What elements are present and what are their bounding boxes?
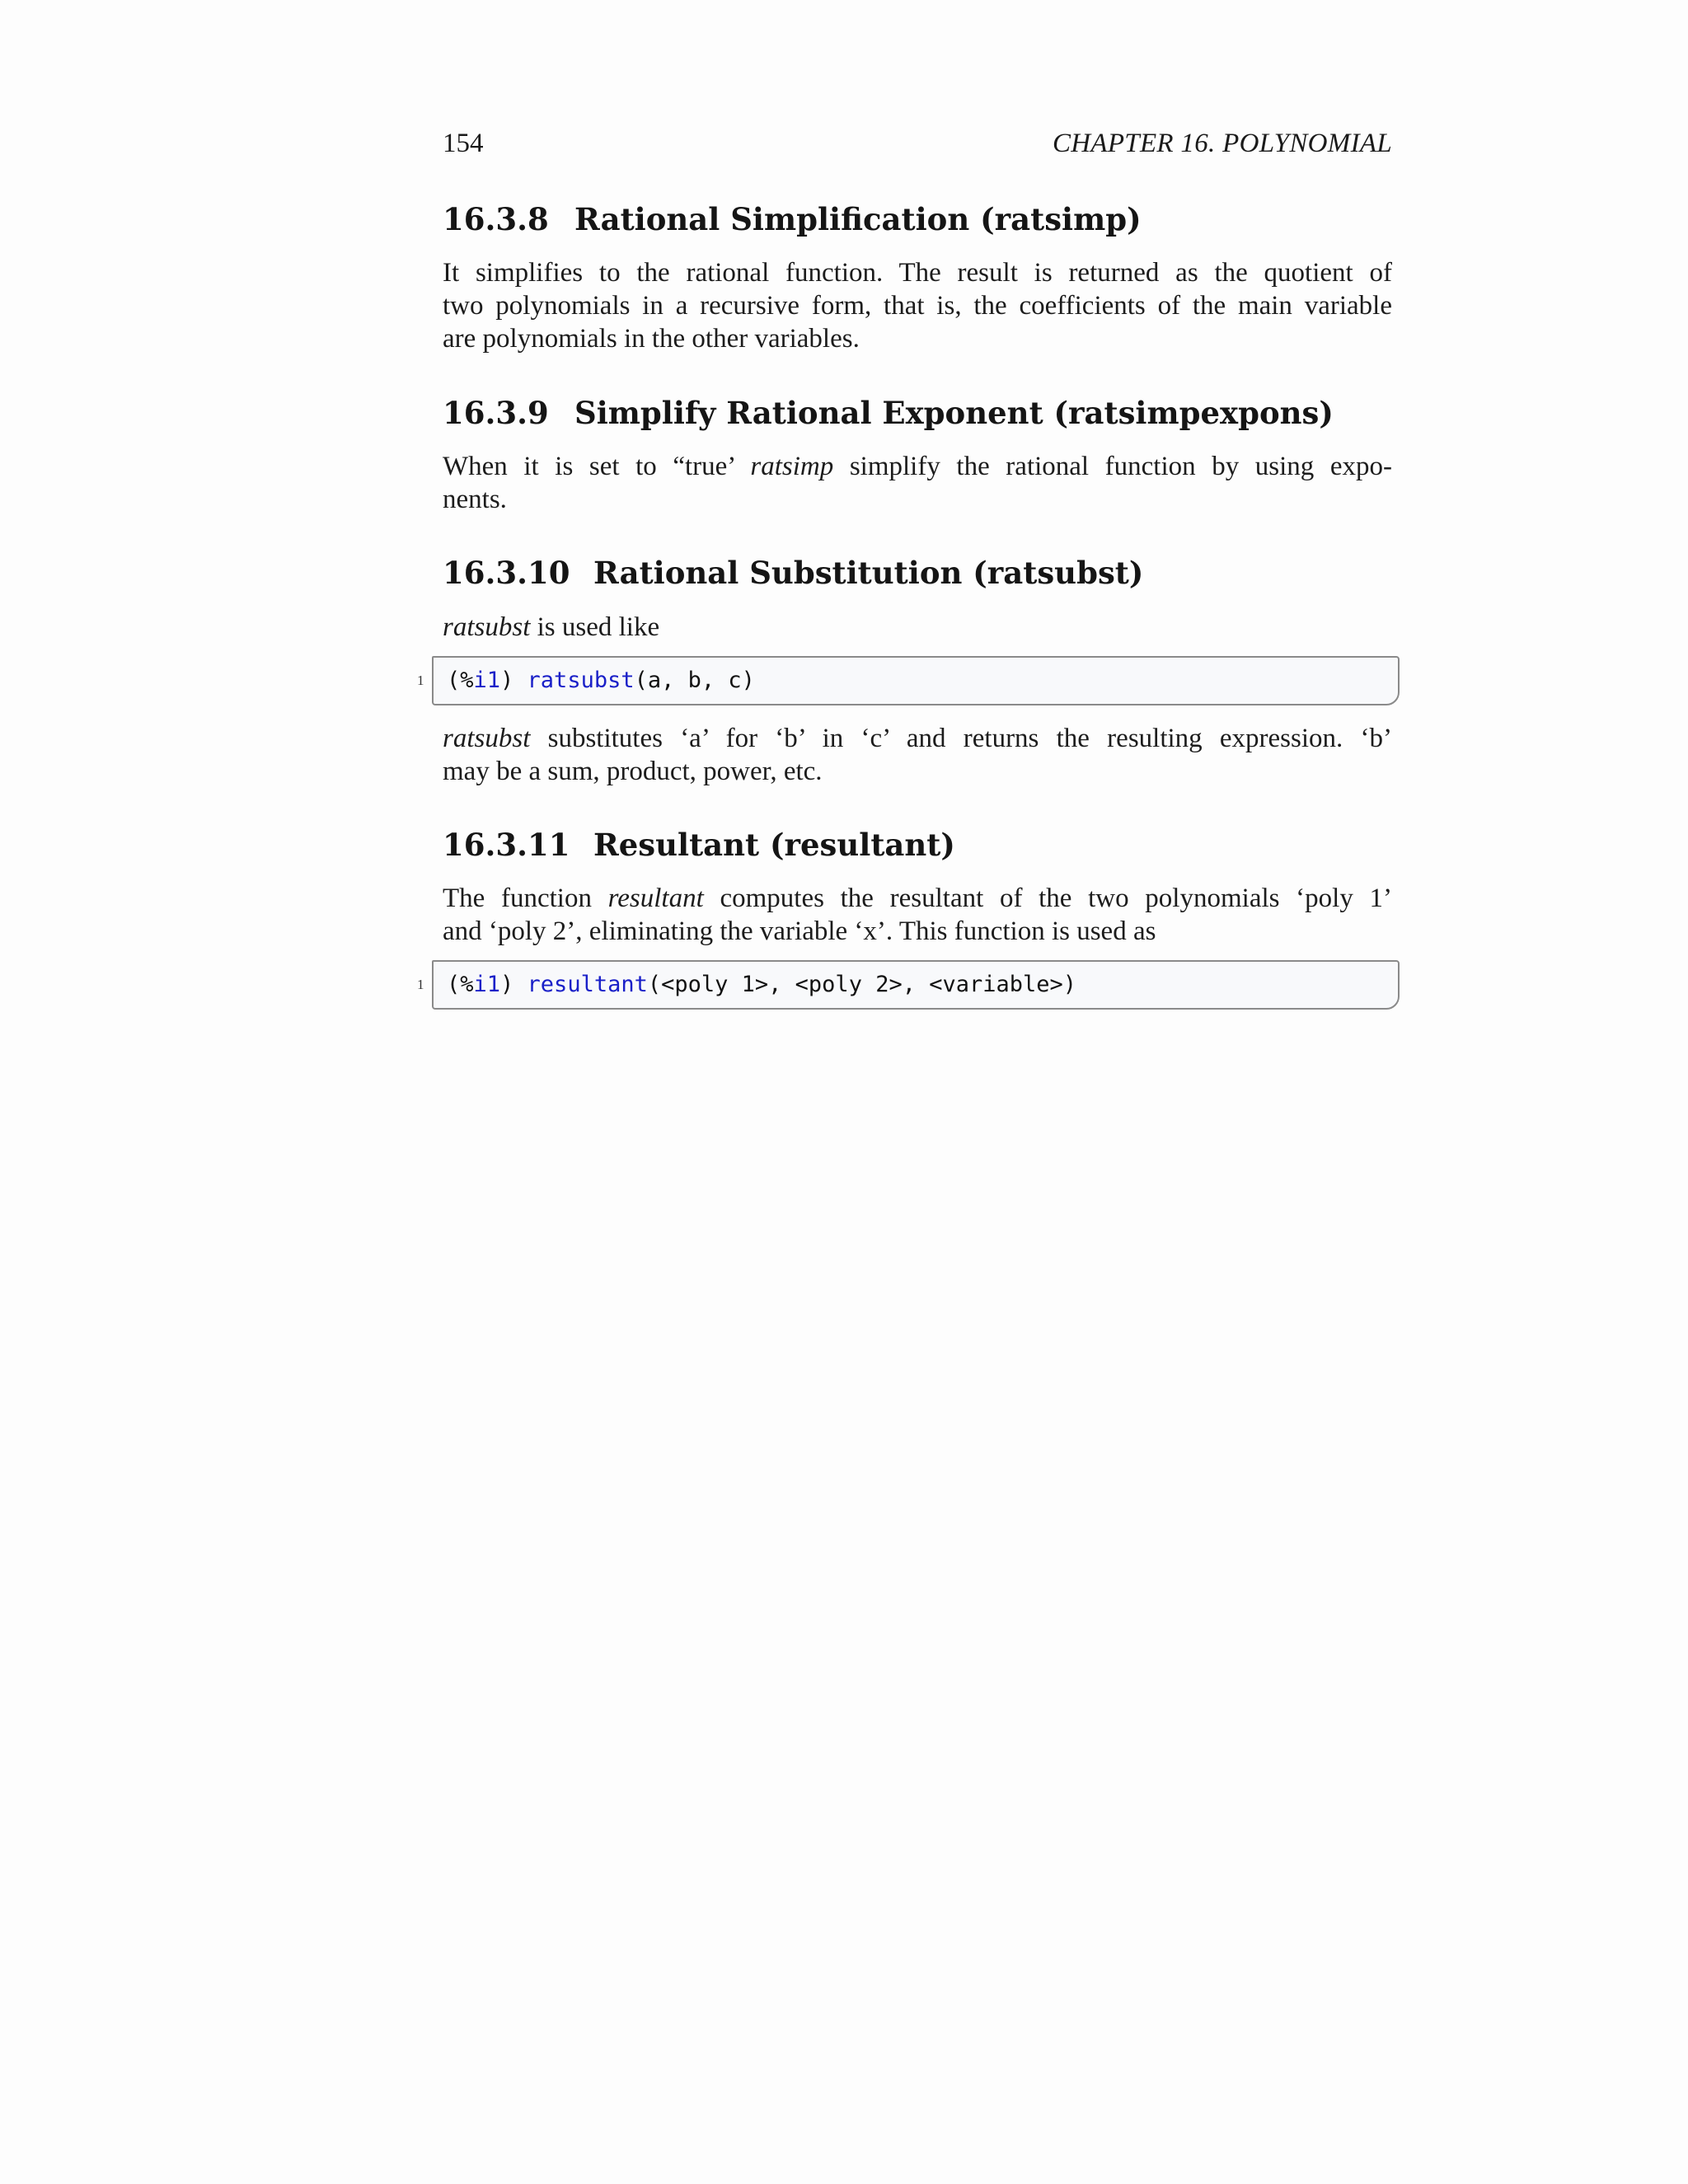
text-span: is used like: [530, 612, 660, 642]
section-title: Rational Substitution (ratsubst): [593, 555, 1144, 591]
function-args: (<poly 1>, <poly 2>, <variable>): [647, 972, 1077, 997]
code-line: [447, 972, 1076, 997]
prompt-open: (%: [447, 668, 474, 693]
running-head: CHAPTER 16. POLYNOMIAL: [1052, 129, 1392, 158]
text-line: two polynomials in a recursive form, that is, the coefficients of the main variable: [443, 291, 1392, 321]
page-number: 154: [443, 129, 484, 158]
code-line-number: 1: [417, 977, 424, 992]
page-header: [443, 124, 1392, 165]
section-heading-ratsubst: [443, 555, 1143, 591]
text-span: simplify the rational function by using expo-: [833, 452, 1392, 481]
prompt-open: (%: [447, 972, 474, 997]
text-line: [443, 882, 1392, 915]
function-args: (a, b, c): [634, 668, 755, 693]
paragraph-resultant: [443, 882, 1392, 948]
italic-term: ratsubst: [443, 724, 531, 753]
section-heading-resultant: [443, 827, 955, 863]
section-title: Simplify Rational Exponent (ratsimpexpons): [574, 395, 1334, 431]
prompt-label: i1: [473, 972, 501, 997]
text-line: and ‘poly 2’, eliminating the variable ‘x’. This function is used as: [443, 916, 1156, 946]
text-line: It simplifies to the rational function. The result is returned as the quotient of: [443, 258, 1392, 288]
section-number: 16.3.8: [443, 201, 549, 237]
prompt-label: i1: [473, 668, 501, 693]
section-heading-ratsimpexpons: [443, 395, 1334, 431]
paragraph-ratsubst-intro: [443, 611, 1392, 644]
section-number: 16.3.11: [443, 827, 570, 863]
paragraph-ratsimp: [443, 256, 1392, 355]
section-number: 16.3.9: [443, 395, 549, 431]
text-line: [443, 611, 1392, 644]
section-number: 16.3.10: [443, 555, 570, 591]
italic-term: ratsimp: [750, 452, 834, 481]
text-span: When it is set to “true’: [443, 452, 751, 481]
paragraph-ratsubst-description: [443, 722, 1392, 788]
function-name: resultant: [527, 972, 648, 997]
italic-term: resultant: [607, 883, 704, 913]
text-span: substitutes ‘a’ for ‘b’ in ‘c’ and returns the resulting expression. ‘b’: [530, 724, 1392, 753]
text-line: [443, 450, 1392, 483]
paragraph-ratsimpexpons: [443, 450, 1392, 516]
code-block-ratsubst: [432, 656, 1400, 705]
text-span: computes the resultant of the two polynomials ‘poly 1’: [703, 883, 1392, 913]
text-span: The function: [443, 883, 608, 913]
section-heading-ratsimp: [443, 201, 1142, 237]
function-name: ratsubst: [527, 668, 635, 693]
text-line: are polynomials in the other variables.: [443, 324, 860, 354]
italic-term: ratsubst: [443, 612, 531, 642]
code-line-number: 1: [417, 673, 424, 688]
text-line: [443, 722, 1392, 755]
text-line: nents.: [443, 485, 507, 514]
prompt-close: ): [500, 668, 528, 693]
prompt-close: ): [500, 972, 528, 997]
code-block-resultant: [432, 960, 1400, 1010]
section-title: Rational Simplification (ratsimp): [574, 201, 1142, 237]
section-title: Resultant (resultant): [593, 827, 955, 863]
text-line: may be a sum, product, power, etc.: [443, 757, 823, 786]
code-line: [447, 668, 755, 693]
